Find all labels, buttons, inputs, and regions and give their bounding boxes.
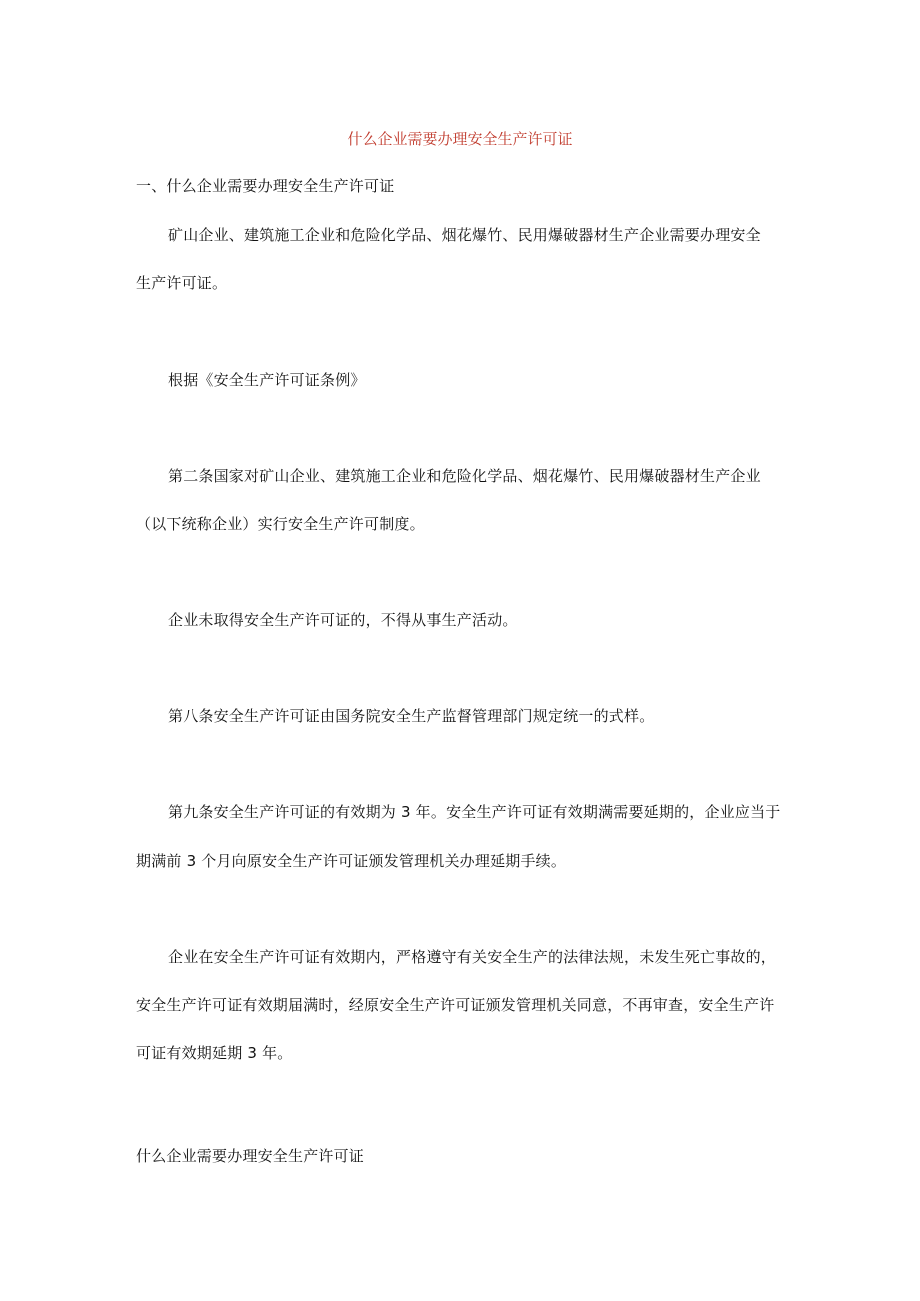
paragraph-7-line-3: 可证有效期延期 3 年。 bbox=[136, 1044, 293, 1062]
paragraph-1-line-1: 矿山企业、建筑施工企业和危险化学品、烟花爆竹、民用爆破器材生产企业需要办理安全 bbox=[168, 226, 761, 244]
paragraph-6-line-1: 第九条安全生产许可证的有效期为 3 年。安全生产许可证有效期满需要延期的，企业应当于 bbox=[168, 803, 781, 821]
paragraph-4-line-1: 企业未取得安全生产许可证的，不得从事生产活动。 bbox=[168, 611, 518, 629]
paragraph-2-line-1: 根据《安全生产许可证条例》 bbox=[168, 371, 366, 389]
document-title: 什么企业需要办理安全生产许可证 bbox=[347, 130, 573, 148]
paragraph-6-line-2: 期满前 3 个月向原安全生产许可证颁发管理机关办理延期手续。 bbox=[136, 852, 567, 870]
paragraph-7-line-1: 企业在安全生产许可证有效期内，严格遵守有关安全生产的法律法规，未发生死亡事故的， bbox=[168, 948, 777, 966]
paragraph-7-line-2: 安全生产许可证有效期届满时，经原安全生产许可证颁发管理机关同意，不再审查，安全生产许 bbox=[136, 996, 775, 1014]
section-heading: 一、什么企业需要办理安全生产许可证 bbox=[136, 177, 395, 195]
footer-text: 什么企业需要办理安全生产许可证 bbox=[136, 1147, 365, 1165]
paragraph-5-line-1: 第八条安全生产许可证由国务院安全生产监督管理部门规定统一的式样。 bbox=[168, 707, 655, 725]
paragraph-3-line-2: （以下统称企业）实行安全生产许可制度。 bbox=[136, 515, 425, 533]
paragraph-3-line-1: 第二条国家对矿山企业、建筑施工企业和危险化学品、烟花爆竹、民用爆破器材生产企业 bbox=[168, 467, 761, 485]
paragraph-1-line-2: 生产许可证。 bbox=[136, 274, 228, 292]
